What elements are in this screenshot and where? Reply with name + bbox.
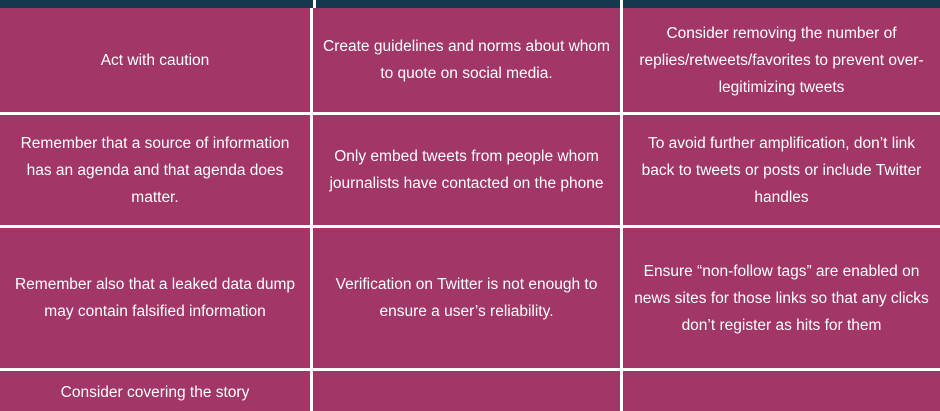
table-cell: [623, 371, 940, 411]
header-band: [0, 0, 940, 8]
table-cell: Consider covering the story: [0, 371, 313, 411]
table-cell: To avoid further amplification, don’t link back to tweets or posts or include Twitter handles: [623, 115, 940, 228]
table-cell: Act with caution: [0, 8, 313, 115]
header-divider: [313, 0, 316, 8]
header-divider: [620, 0, 623, 8]
table-cell: Verification on Twitter is not enough to ensure a user’s reliability.: [313, 228, 623, 371]
table-cell: [313, 371, 623, 411]
table-cell: Ensure “non-follow tags” are enabled on news sites for those links so that any clicks don’t register as hits for them: [623, 228, 940, 371]
recommendations-table: [0, 8, 940, 411]
table-cell: Consider removing the number of replies/retweets/favorites to prevent over-legitimizing tweets: [623, 8, 940, 115]
table-cell: Create guidelines and norms about whom to quote on social media.: [313, 8, 623, 115]
table-cell: Only embed tweets from people whom journalists have contacted on the phone: [313, 115, 623, 228]
table-cell: Remember that a source of information has an agenda and that agenda does matter.: [0, 115, 313, 228]
table-cell: Remember also that a leaked data dump may contain falsified information: [0, 228, 313, 371]
